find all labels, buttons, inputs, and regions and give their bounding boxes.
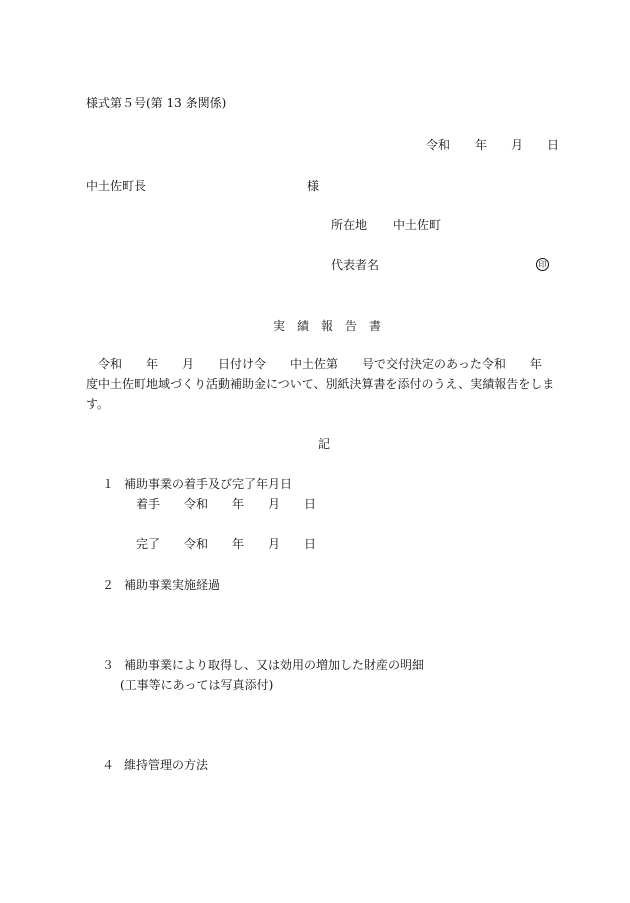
item-heading: 補助事業実施経過 (124, 578, 221, 592)
document-title: 実 績 報 告 書 (273, 319, 382, 333)
representative-label: 代表者名 (331, 258, 380, 272)
item-number: １ (102, 477, 115, 491)
location-value: 中土佐町 (393, 218, 442, 232)
location-label: 所在地 (331, 218, 368, 232)
body-line-1: 令和 年 月 日付け令 中土佐第 号で交付決定のあった令和 年 (86, 357, 542, 371)
body-line-3: す。 (86, 397, 110, 411)
date-month: 月 (511, 138, 524, 152)
end-date-line: 完了 令和 年 月 日 (136, 537, 317, 551)
date-year: 年 (475, 138, 488, 152)
item-note: (工事等にあっては写真添付) (120, 678, 274, 692)
addressee-name: 中土佐町長 (86, 179, 147, 193)
addressee-honorific: 様 (307, 179, 320, 193)
form-number: 様式第５号(第 13 条関係) (86, 96, 227, 110)
item-number: ２ (102, 578, 115, 592)
item-heading: 補助事業の着手及び完了年月日 (124, 477, 293, 491)
item-number: ３ (102, 658, 115, 672)
item-heading: 補助事業により取得し、又は効用の増加した財産の明細 (124, 658, 425, 672)
body-line-2: 度中土佐町地域づくり活動補助金について、別紙決算書を添付のうえ、実績報告をしま (86, 377, 555, 391)
seal-mark: 印 (536, 258, 549, 271)
ki-heading: 記 (318, 437, 331, 451)
date-era: 令和 (426, 138, 451, 152)
item-number: ４ (102, 758, 115, 772)
start-date-line: 着手 令和 年 月 日 (136, 497, 317, 511)
date-day: 日 (547, 138, 560, 152)
item-heading: 維持管理の方法 (124, 758, 209, 772)
